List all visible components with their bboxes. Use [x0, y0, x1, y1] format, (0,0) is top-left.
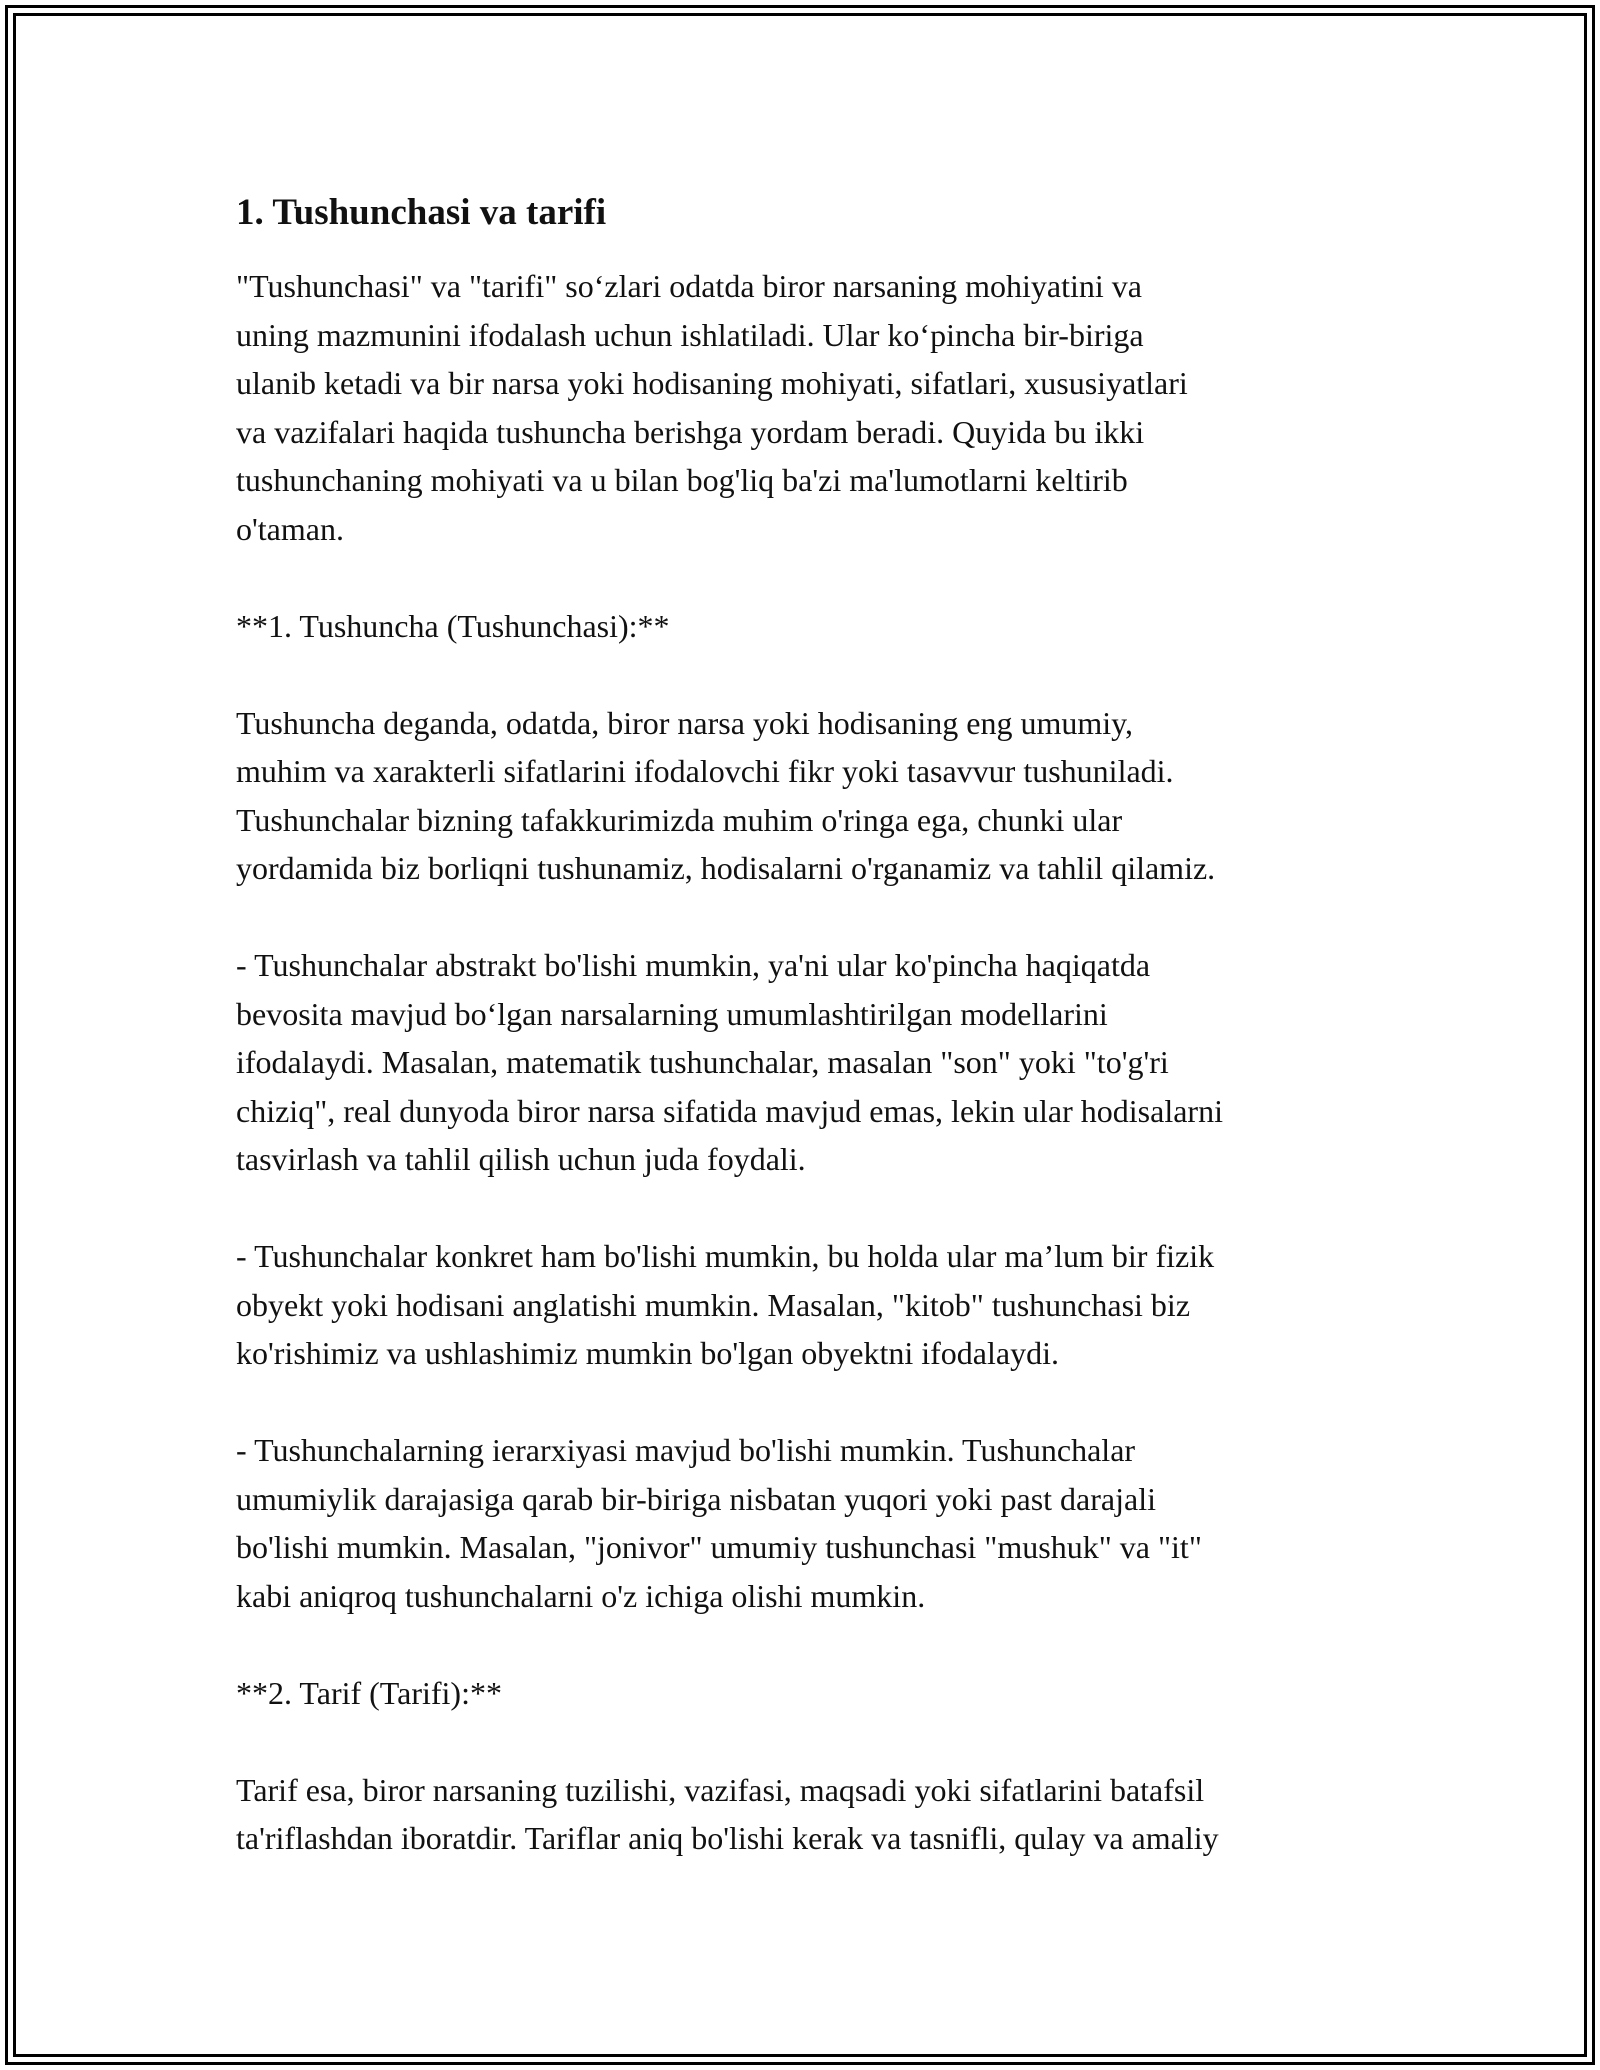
tarif-definition-paragraph [236, 1766, 1386, 1863]
tushuncha-definition-paragraph [236, 699, 1386, 893]
text-line: muhim va xarakterli sifatlarini ifodalovchi fikr yoki tasavvur tushuniladi. [236, 753, 1174, 789]
text-line: "Tushunchasi" va "tarifi" so‘zlari odatda biror narsaning mohiyatini va [236, 268, 1142, 304]
text-line: Tushunchalar bizning tafakkurimizda muhim o'ringa ega, chunki ular [236, 801, 1123, 838]
text-line: bevosita mavjud bo‘lgan narsalarning umumlashtirilgan modellarini [236, 995, 1108, 1032]
text-line: tasvirlash va tahlil qilish uchun juda foydali. [236, 1141, 806, 1177]
text-line: uning mazmunini ifodalash uchun ishlatiladi. Ular ko‘pincha bir-biriga [236, 316, 1144, 353]
text-line: yordamida biz borliqni tushunamiz, hodisalarni o'rganamiz va tahlil qilamiz. [236, 850, 1216, 886]
text-line: tushunchaning mohiyati va u bilan bog'liq ba'zi ma'lumotlarni keltirib [236, 462, 1128, 498]
text-line: **1. Tushuncha (Tushunchasi):** [236, 607, 670, 644]
text-line: ta'riflashdan iboratdir. Tariflar aniq bo'lishi kerak va tasnifli, qulay va amaliy [236, 1820, 1219, 1856]
bullet-hierarchy-paragraph [236, 1426, 1386, 1620]
bullet-abstract-paragraph [236, 941, 1386, 1184]
text-line: o'taman. [236, 510, 344, 547]
text-line: Tushuncha deganda, odatda, biror narsa yoki hodisaning eng umumiy, [236, 704, 1134, 741]
subheading-tarif [236, 1669, 1386, 1718]
text-line: **2. Tarif (Tarifi):** [236, 1674, 502, 1711]
section-heading: 1. Tushunchasi va tarifi [236, 192, 607, 233]
text-line: kabi aniqroq tushunchalarni o'z ichiga olishi mumkin. [236, 1577, 926, 1614]
text-line: ifodalaydi. Masalan, matematik tushunchalar, masalan "son" yoki "to'g'ri [236, 1044, 1169, 1080]
text-line: ulanib ketadi va bir narsa yoki hodisaning mohiyati, sifatlari, xususiyatlari [236, 365, 1188, 401]
bullet-concrete-paragraph [236, 1232, 1386, 1378]
text-line: - Tushunchalar abstrakt bo'lishi mumkin, ya'ni ular ko'pincha haqiqatda [236, 947, 1151, 983]
text-line: - Tushunchalarning ierarxiyasi mavjud bo'lishi mumkin. Tushunchalar [236, 1432, 1136, 1468]
text-line: chiziq", real dunyoda biror narsa sifatida mavjud emas, lekin ular hodisalarni [236, 1092, 1223, 1129]
text-line: - Tushunchalar konkret ham bo'lishi mumkin, bu holda ular ma’lum bir fizik [236, 1238, 1215, 1274]
text-line: va vazifalari haqida tushuncha berishga yordam beradi. Quyida bu ikki [236, 413, 1145, 450]
document-body [236, 190, 1386, 1911]
text-line: obyekt yoki hodisani anglatishi mumkin. Masalan, "kitob" tushunchasi biz [236, 1286, 1191, 1323]
text-line: Tarif esa, biror narsaning tuzilishi, vazifasi, maqsadi yoki sifatlarini batafsil [236, 1771, 1205, 1808]
subheading-tushuncha [236, 602, 1386, 651]
text-line: umumiylik darajasiga qarab bir-biriga nisbatan yuqori yoki past darajali [236, 1480, 1156, 1517]
text-line: bo'lishi mumkin. Masalan, "jonivor" umumiy tushunchasi "mushuk" va "it" [236, 1529, 1202, 1565]
intro-paragraph [236, 262, 1386, 553]
text-line: ko'rishimiz va ushlashimiz mumkin bo'lgan obyektni ifodalaydi. [236, 1335, 1059, 1371]
